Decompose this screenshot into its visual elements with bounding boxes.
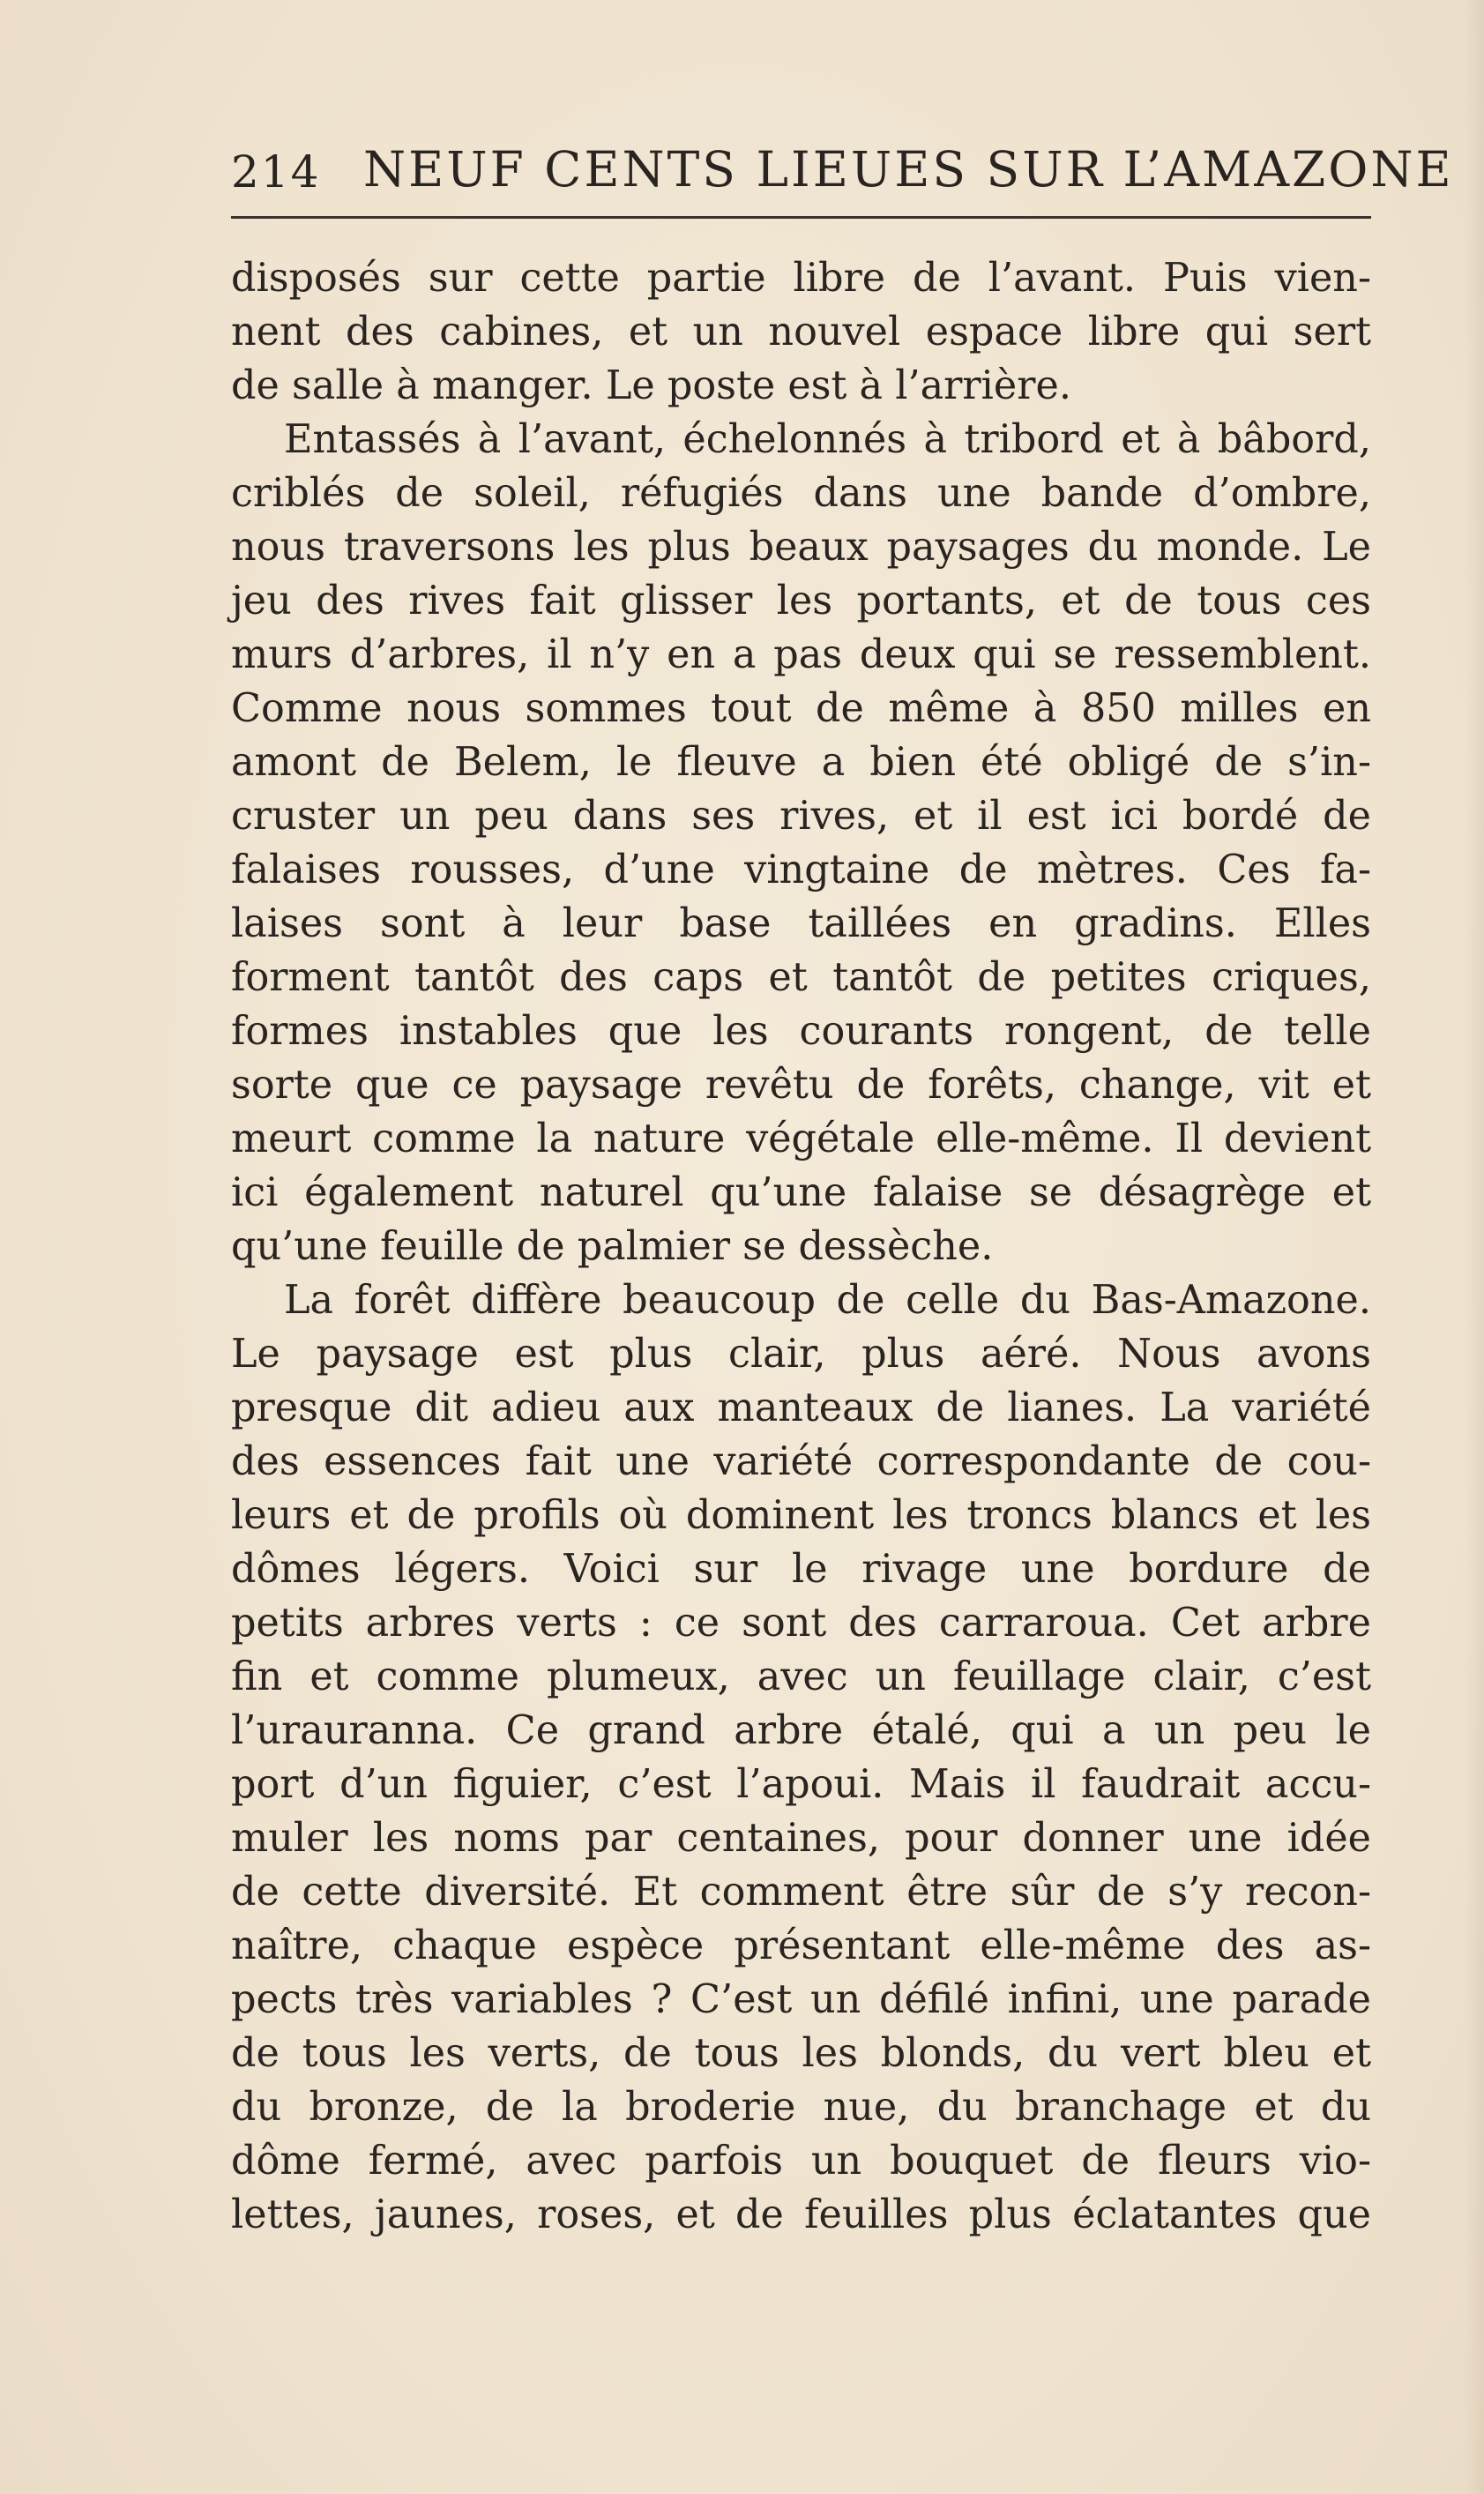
text-line: port d’un figuier, c’est l’apoui. Mais il faudrait accu- (231, 1762, 1371, 1807)
text-line: amont de Belem, le fleuve a bien été obligé de s’in- (231, 740, 1371, 785)
text-line: naître, chaque espèce présentant elle-même des as- (231, 1923, 1371, 1968)
text-line: nous traversons les plus beaux paysages du monde. Le (231, 525, 1371, 570)
text-line: formes instables que les courants rongent, de telle (231, 1009, 1371, 1054)
text-line: Comme nous sommes tout de même à 850 milles en (231, 686, 1371, 731)
text-line: des essences fait une variété correspondante de cou- (231, 1439, 1371, 1484)
running-title: NEUF CENTS LIEUES SUR L’AMAZONE (363, 141, 1454, 198)
text-line: de tous les verts, de tous les blonds, du vert bleu et (231, 2031, 1371, 2076)
text-line: du bronze, de la broderie nue, du branchage et du (231, 2085, 1371, 2130)
text-line: disposés sur cette partie libre de l’avant. Puis vien- (231, 256, 1371, 301)
text-line: murs d’arbres, il n’y en a pas deux qui se ressemblent. (231, 632, 1371, 677)
text-line: forment tantôt des caps et tantôt de petites criques, (231, 955, 1371, 1000)
text-line: de cette diversité. Et comment être sûr de s’y recon- (231, 1870, 1371, 1915)
text-line: pects très variables ? C’est un défilé infini, une parade (231, 1977, 1371, 2022)
text-line: de salle à manger. Le poste est à l’arrière. (231, 363, 1071, 408)
text-line: Entassés à l’avant, échelonnés à tribord et à bâbord, (284, 417, 1371, 462)
text-line: petits arbres verts : ce sont des carraroua. Cet arbre (231, 1601, 1371, 1646)
text-line: presque dit adieu aux manteaux de lianes. La variété (231, 1385, 1371, 1430)
text-line: meurt comme la nature végétale elle-même. Il devient (231, 1116, 1371, 1161)
header-rule (231, 216, 1371, 219)
text-line: nent des cabines, et un nouvel espace libre qui sert (231, 310, 1371, 355)
text-line: ici également naturel qu’une falaise se désagrège et (231, 1170, 1371, 1215)
text-line: criblés de soleil, réfugiés dans une bande d’ombre, (231, 471, 1371, 516)
text-line: muler les noms par centaines, pour donner une idée (231, 1816, 1371, 1861)
text-line: La forêt diffère beaucoup de celle du Bas-Amazone. (284, 1278, 1371, 1323)
body-text (231, 251, 1371, 2242)
text-line: qu’une feuille de palmier se dessèche. (231, 1224, 994, 1269)
text-line: Le paysage est plus clair, plus aéré. Nous avons (231, 1332, 1371, 1377)
text-line: dômes légers. Voici sur le rivage une bordure de (231, 1547, 1371, 1592)
text-line: lettes, jaunes, roses, et de feuilles plus éclatantes que (231, 2192, 1371, 2237)
text-line: falaises rousses, d’une vingtaine de mètres. Ces fa- (231, 848, 1371, 892)
page-edge-shadow (1465, 0, 1484, 2494)
text-line: l’urauranna. Ce grand arbre étalé, qui a un peu le (231, 1708, 1371, 1753)
page-number: 214 (231, 146, 321, 198)
text-line: jeu des rives fait glisser les portants, et de tous ces (231, 579, 1371, 624)
text-line: laises sont à leur base taillées en gradins. Elles (231, 901, 1371, 946)
text-line: fin et comme plumeux, avec un feuillage clair, c’est (231, 1654, 1371, 1699)
text-line: leurs et de profils où dominent les troncs blancs et les (231, 1493, 1371, 1538)
text-line: sorte que ce paysage revêtu de forêts, change, vit et (231, 1063, 1371, 1108)
page-header (231, 141, 1454, 203)
text-line: cruster un peu dans ses rives, et il est ici bordé de (231, 794, 1371, 839)
text-line: dôme fermé, avec parfois un bouquet de fleurs vio- (231, 2139, 1371, 2184)
